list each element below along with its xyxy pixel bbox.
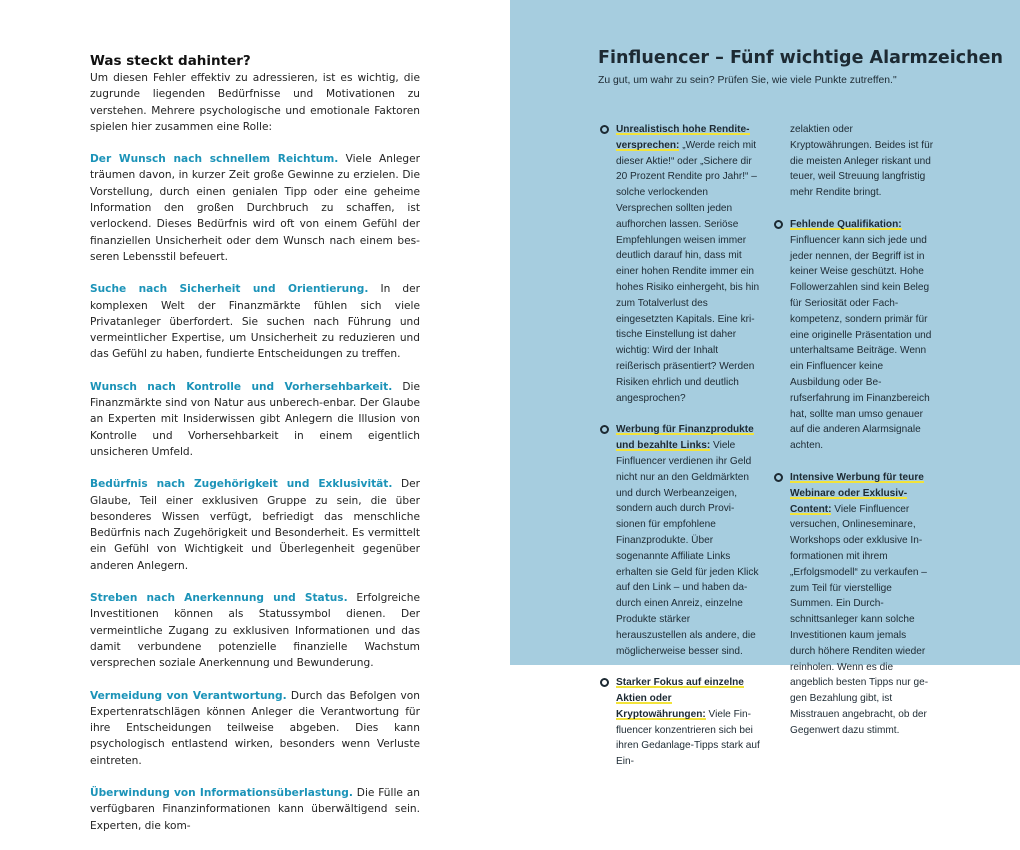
left-text-column <box>90 53 420 850</box>
paragraph-lead: Der Wunsch nach schnellem Reichtum. <box>90 153 339 166</box>
alarm-item-rendite <box>600 122 760 406</box>
alarm-item-lead: Unrealistisch hohe Renditeversprechen: <box>616 124 750 151</box>
paragraph-verantwortung <box>90 688 420 769</box>
paragraph-lead: Vermeidung von Verantwortung. <box>90 689 287 702</box>
circle-bullet-icon <box>600 425 609 434</box>
alarm-item-werbung <box>600 422 760 659</box>
paragraph-zugehoerigkeit <box>90 476 420 574</box>
intro-paragraph: Um diesen Fehler effektiv zu adressieren, ist es wichtig, die zugrunde liegenden Bedürfnisse und Motivationen zu verstehen. Mehrere psychologische und emotionale Faktoren spielen hier zusammen eine Rolle: <box>90 72 420 133</box>
paragraph-informationsueberlastung <box>90 785 420 834</box>
circle-bullet-icon <box>600 678 609 687</box>
alarm-item-lead: Fehlende Qualifikation: <box>790 218 902 230</box>
alarm-item-fokus <box>600 675 760 770</box>
alarm-item-lead: Werbung für Finanzprodukte und bezahlte Links: <box>616 424 754 452</box>
box-title: Finfluencer – Fünf wichtige Alarmzeichen <box>598 48 1003 68</box>
paragraph-text: Die Finanzmärkte sind von Natur aus unberech-enbar. Der Glaube an Experten mit Insiderwissen gibt Anlegern die Illusion von Kontrolle und Vorhersehbarkeit in einem eigentlich unsicheren Umfeld. <box>90 380 420 458</box>
alarm-item-qualifikation <box>774 217 934 454</box>
paragraph-anerkennung <box>90 590 420 671</box>
paragraph-text: In der komplexen Welt der Finanzmärkte fühlen sich viele Privatanleger überfordert. Sie suchen nach Führung und vermeintlicher Expertise, um Unsicherheit zu reduzieren und das Gefühl zu haben, fundierte Entscheidungen zu treffen. <box>90 283 420 361</box>
paragraph-lead: Bedürfnis nach Zugehörigkeit und Exklusivität. <box>90 478 393 491</box>
alarm-item-text: Viele Finfluencer verdienen ihr Geld nicht nur an den Geldmärkten und durch Werbeanzeigen, sondern auch durch Provisionen für empfohlene Finanzprodukte. Über sogenannte Affiliate Links erhalten sie Geld für jeden Klick auf den Link – und haben dadurch einen Anreiz, einzelne Produkte stärker herauszustellen als andere, die möglicherweise besser sind. <box>616 440 759 657</box>
box-column-1 <box>600 122 760 786</box>
circle-bullet-icon <box>600 125 609 134</box>
alarm-item-fokus-continued <box>774 122 934 201</box>
circle-bullet-icon <box>774 473 783 482</box>
paragraph-text: Die Fülle an verfügbaren Finanzinformationen kann überwältigend sein. Experten, die kom- <box>90 786 420 832</box>
section-heading: Was steckt dahinter? <box>90 53 251 69</box>
left-page <box>0 0 510 832</box>
alarm-item-text: Viele Finfluencer konzentrieren sich bei ihren Gedanlage-Tipps stark auf Ein- <box>616 708 760 768</box>
paragraph-lead: Suche nach Sicherheit und Orientierung. <box>90 283 369 296</box>
paragraph-text: Durch das Befolgen von Expertenratschlägen können Anleger die Verantwortung für ihre Entscheidungen teilweise abgeben. Dies kann psychologisch entlastend wirken, besonders wenn Verluste eintreten. <box>90 689 420 767</box>
alarm-item-lead: Intensive Werbung für teure Webinare oder Exklusiv-Content: <box>790 471 924 515</box>
circle-bullet-icon <box>774 220 783 229</box>
alarm-item-text: „Werde reich mit dieser Aktie!“ oder „Sichere dir 20 Prozent Rendite pro Jahr!“ – solche verlockenden Versprechen sollten jeden aufhorchen lassen. Seriöse Empfehlungen weisen immer deutlich darauf hin, dass mit einer hohen Rendite immer ein hohes Risiko einhergeht, bis hin zum Totalverlust des eingesetzten Kapitals. Eine kritische Einstellung ist daher wichtig: Wird der Inhalt reißerisch präsentiert? Werden Risiken ehrlich und deutlich angesprochen? <box>616 139 760 404</box>
alarm-item-text: Viele Finfluencer versuchen, Onlineseminare, Workshops oder exklusive Informationen mit ihrem „Erfolgsmodell“ zu verkaufen – zum Teil für vierstellige Summen. Ein Durchschnittsanleger kann solche Investitionen kaum jemals durch höhere Renditen wieder reinholen. Wenn es die angeblich besten Tipps nur gegen Bezahlung gibt, ist Misstrauen angebracht, ob der Gegenwert dazu stimmt. <box>790 503 929 736</box>
alarm-item-webinare <box>774 470 934 739</box>
paragraph-lead: Streben nach Anerkennung und Status. <box>90 592 348 605</box>
paragraph-sicherheit <box>90 281 420 362</box>
paragraph-lead: Wunsch nach Kontrolle und Vorhersehbarkeit. <box>90 380 393 393</box>
paragraph-schneller-reichtum <box>90 151 420 265</box>
box-column-2 <box>774 122 934 754</box>
alarm-item-text: zelaktien oder Kryptowährungen. Beides ist für die meisten Anleger riskant und teuer, weil Streuung langfristig mehr Rendite bringt. <box>790 124 934 199</box>
right-page-info-box <box>510 0 1020 665</box>
alarm-item-text: Finfluencer kann sich jede und jeder nennen, der Begriff ist in keiner Weise geschützt. Hohe Followerzahlen sind kein Beleg für Seriosität oder Fachkompetenz, sondern primär für eine originelle Präsentation und unterhaltsame Beiträge. Wenn ein Finfluencer keine Ausbildung oder Berufserfahrung im Finanzbereich hat, sollte man umso genauer auf die anderen Alarmsignale achten. <box>790 234 932 452</box>
alarm-item-lead: Starker Fokus auf einzelne Aktien oder Kryptowährungen: <box>616 677 744 720</box>
paragraph-lead: Überwindung von Informationsüberlastung. <box>90 786 353 799</box>
paragraph-text: Erfolgreiche Investitionen können als Statussymbol dienen. Der vermeintliche Zugang zu exklusiven Informationen und das damit verbundene potenzielle finanzielle Wachstum versprechen soziale Anerkennung und Bewunderung. <box>90 592 420 670</box>
paragraph-kontrolle <box>90 379 420 460</box>
paragraph-text: Viele Anleger träumen davon, in kurzer Zeit große Gewinne zu erzielen. Die Vorstellung, durch einen genialen Tipp oder eine geheime Information den großen Durchbruch zu schaffen, ist verlockend. Dieses Bedürfnis wird oft von einem Gefühl der finanziellen Unsicherheit oder dem Wunsch nach einem besseren Lebensstil befeuert. <box>90 153 420 263</box>
paragraph-text: Der Glaube, Teil einer exklusiven Gruppe zu sein, die über besonderes Wissen verfügt, befriedigt das menschliche Bedürfnis nach Zugehörigkeit und Besonderheit. Es vermittelt ein Gefühl von Wichtigkeit und Überlegenheit gegenüber anderen Anlegern. <box>90 478 420 572</box>
box-subtitle: Zu gut, um wahr zu sein? Prüfen Sie, wie viele Punkte zutreffen." <box>598 75 897 86</box>
